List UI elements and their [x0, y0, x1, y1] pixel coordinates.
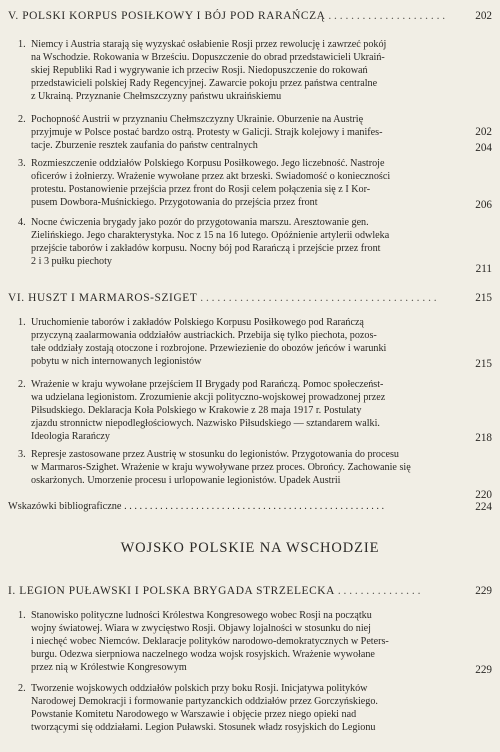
entry-line: 2 i 3 pułku piechoty	[31, 255, 112, 267]
entry-line: Ideologia Rarańczy	[31, 430, 110, 442]
chapter-heading	[8, 9, 492, 23]
dot-leader: . . . . . . . . . . . . . . . . . . . . .	[328, 10, 446, 22]
chapter-title: I. LEGION PUŁAWSKI I POLSKA BRYGADA STRZELECKA	[8, 585, 335, 597]
entry-number: 2.	[18, 683, 26, 694]
toc-entry	[18, 114, 446, 153]
entry-line: Niemcy i Austria starają się wyzyskać osłabienie Rosji przez rewolucję i zawrzeć pokój	[31, 39, 387, 50]
entry-page-number: 220	[475, 489, 492, 501]
entry-line: w Marmaros-Szighet. Wrażenie w kraju wywoływane przez proces. Obrońcy. Zachowanie się	[31, 461, 411, 473]
entry-line: burgu. Odezwa sierpniowa naczelnego wodza wojsk rosyjskich. Wrażenie wywołane	[31, 648, 375, 660]
entry-line: przyczyną zaalarmowania oddziałów austriackich. Przebija się tylko piechota, pozos-	[31, 329, 377, 341]
entry-line: tacje. Zburzenie resztek zaufania do państw centralnych	[31, 139, 258, 151]
part-title: WOJSKO POLSKIE NA WSCHODZIE	[120, 540, 380, 556]
entry-line: tworzącymi się oddziałami. Legion Puławski. Stosunek władz rosyjskich do Legionu	[31, 721, 376, 733]
entry-line: Uruchomienie taborów i zakładów Polskiego Korpusu Posiłkowego pod Rarańczą	[31, 317, 364, 328]
dot-leader: . . . . . . . . . . . . . . . . . . . . . . . . . . . . . . . . . . . . . . . . . .	[200, 292, 437, 304]
chapter-heading	[8, 584, 492, 598]
entry-number: 1.	[18, 39, 26, 50]
entry-line: oskarżonych. Umorzenie procesu i urlopowanie legionistów. Upadek Austrii	[31, 474, 341, 486]
entry-number: 2.	[18, 114, 26, 125]
entry-line: Piłsudskiego. Deklaracja Koła Polskiego w Krakowie z 28 maja 1917 r. Postulaty	[31, 404, 362, 416]
entry-line: Represje zastosowane przez Austrię w stosunku do legionistów. Przygotowania do procesu	[31, 449, 399, 460]
toc-entry	[18, 217, 446, 269]
toc-entry	[18, 39, 446, 103]
entry-line: tałe oddziały zostają otoczone i rozbrojone. Przewiezienie do obozów jeńców i warunki	[31, 342, 387, 354]
entry-page-number: 218	[475, 432, 492, 444]
entry-line: Stanowisko polityczne ludności Królestwa Kongresowego wobec Rosji na początku	[31, 610, 372, 621]
entry-line: z Ukrainą. Przyznanie Chełmszczyzny państwu ukraińskiemu	[31, 90, 282, 102]
entry-page-number: 206	[475, 199, 492, 211]
toc-entry	[18, 610, 446, 674]
entry-line: protestu. Postanowienie przejścia przez front do Rosji celem połączenia się z I Kor-	[31, 183, 371, 195]
entry-number: 3.	[18, 449, 26, 460]
toc-entry	[18, 317, 446, 369]
entry-line: wojny światowej. Wiara w zwycięstwo Rosji. Objawy lojalności w stosunku do niej	[31, 622, 371, 634]
entry-page-number: 204	[475, 142, 492, 154]
chapter-page-number: 202	[475, 10, 492, 22]
chapter-title: V. POLSKI KORPUS POSIŁKOWY I BÓJ POD RARAŃCZĄ	[8, 10, 326, 22]
entry-number: 1.	[18, 317, 26, 328]
entry-line: zjazdu stronnictw niepodległościowych. Nazwisko Piłsudskiego — sztandarem walki.	[31, 417, 380, 429]
entry-line: Nocne ćwiczenia brygady jako pozór do przygotowania marszu. Aresztowanie gen.	[31, 217, 369, 228]
toc-entry	[18, 158, 446, 210]
entry-page-number: 202	[475, 126, 492, 138]
entry-line: Narodowej Demokracji i formowanie partyzanckich oddziałów przez Gorczyńskiego.	[31, 695, 378, 707]
toc-entry	[18, 379, 446, 443]
entry-line: i niechęć wobec Niemców. Deklaracje polityków narodowo-demokratycznych w Peters-	[31, 635, 389, 647]
bibliography-page-number: 224	[475, 501, 492, 513]
entry-line: przedstawicieli polskiej Rady Regencyjnej. Zawarcie pokoju przez państwa centralne	[31, 77, 378, 89]
entry-line: przez nią w Królestwie Kongresowym	[31, 661, 187, 673]
entry-page-number: 215	[475, 358, 492, 370]
entry-line: oficerów i żołnierzy. Wrażenie wywołane przez akt brzeski. Świadomość o konieczności	[31, 170, 391, 182]
entry-line: wa udzielana legionistom. Zrozumienie akcji polityczno-wojskowej prowadzonej przez	[31, 391, 386, 403]
entry-number: 3.	[18, 158, 26, 169]
dot-leader: . . . . . . . . . . . . . . .	[337, 585, 421, 597]
dot-leader: . . . . . . . . . . . . . . . . . . . . . . . . . . . . . . . . . . . . . . . . . . . . . . . . . . .	[124, 501, 385, 512]
entry-line: skiej Republiki Rad i wygrywanie ich przeciw Rosji. Niedopuszczenie do rokowań	[31, 64, 368, 76]
chapter-title: VI. HUSZT I MARMAROS-SZIGET	[8, 292, 198, 304]
entry-page-number: 229	[475, 664, 492, 676]
entry-line: Rozmieszczenie oddziałów Polskiego Korpusu Posiłkowego. Jego liczebność. Nastroje	[31, 158, 385, 169]
entry-line: na Wschodzie. Rokowania w Brześciu. Dopuszczenie do obrad przedstawicieli Ukraiń-	[31, 51, 385, 63]
entry-line: przyjmuje w Polsce postać bardzo ostrą. Protesty w Galicji. Strajk kolejowy i manifes-	[31, 126, 383, 138]
entry-page-number: 211	[475, 263, 492, 275]
entry-line: Pochopność Austrii w przyznaniu Chełmszczyzny Ukrainie. Oburzenie na Austrię	[31, 114, 364, 125]
entry-number: 2.	[18, 379, 26, 390]
entry-line: Zielińskiego. Jego charakterystyka. Noc z 15 na 16 lutego. Opóźnienie artylerii odwleka	[31, 229, 390, 241]
bibliography-entry	[8, 500, 468, 513]
toc-entry	[18, 449, 446, 488]
entry-line: Tworzenie wojskowych oddziałów polskich przy boku Rosji. Inicjatywa polityków	[31, 683, 368, 694]
chapter-heading	[8, 291, 492, 305]
entry-line: Wrażenie w kraju wywołane przejściem II Brygady pod Rarańczą. Pomoc społeczeńst-	[31, 379, 384, 390]
entry-line: przejście taborów i zakładów korpusu. Nocny bój pod Rarańczą i przejście przez front	[31, 242, 381, 254]
entry-line: pobytu w nich internowanych legionistów	[31, 355, 202, 367]
toc-entry	[18, 683, 446, 735]
chapter-page-number: 229	[475, 585, 492, 597]
bibliography-label: Wskazówki bibliograficzne	[8, 501, 122, 512]
entry-line: pusem Dowbora-Muśnickiego. Przygotowania do przejścia przez front	[31, 196, 318, 208]
entry-number: 4.	[18, 217, 26, 228]
chapter-page-number: 215	[475, 292, 492, 304]
entry-line: Powstanie Komitetu Narodowego w Warszawie i objęcie przez niego opieki nad	[31, 708, 357, 720]
entry-number: 1.	[18, 610, 26, 621]
